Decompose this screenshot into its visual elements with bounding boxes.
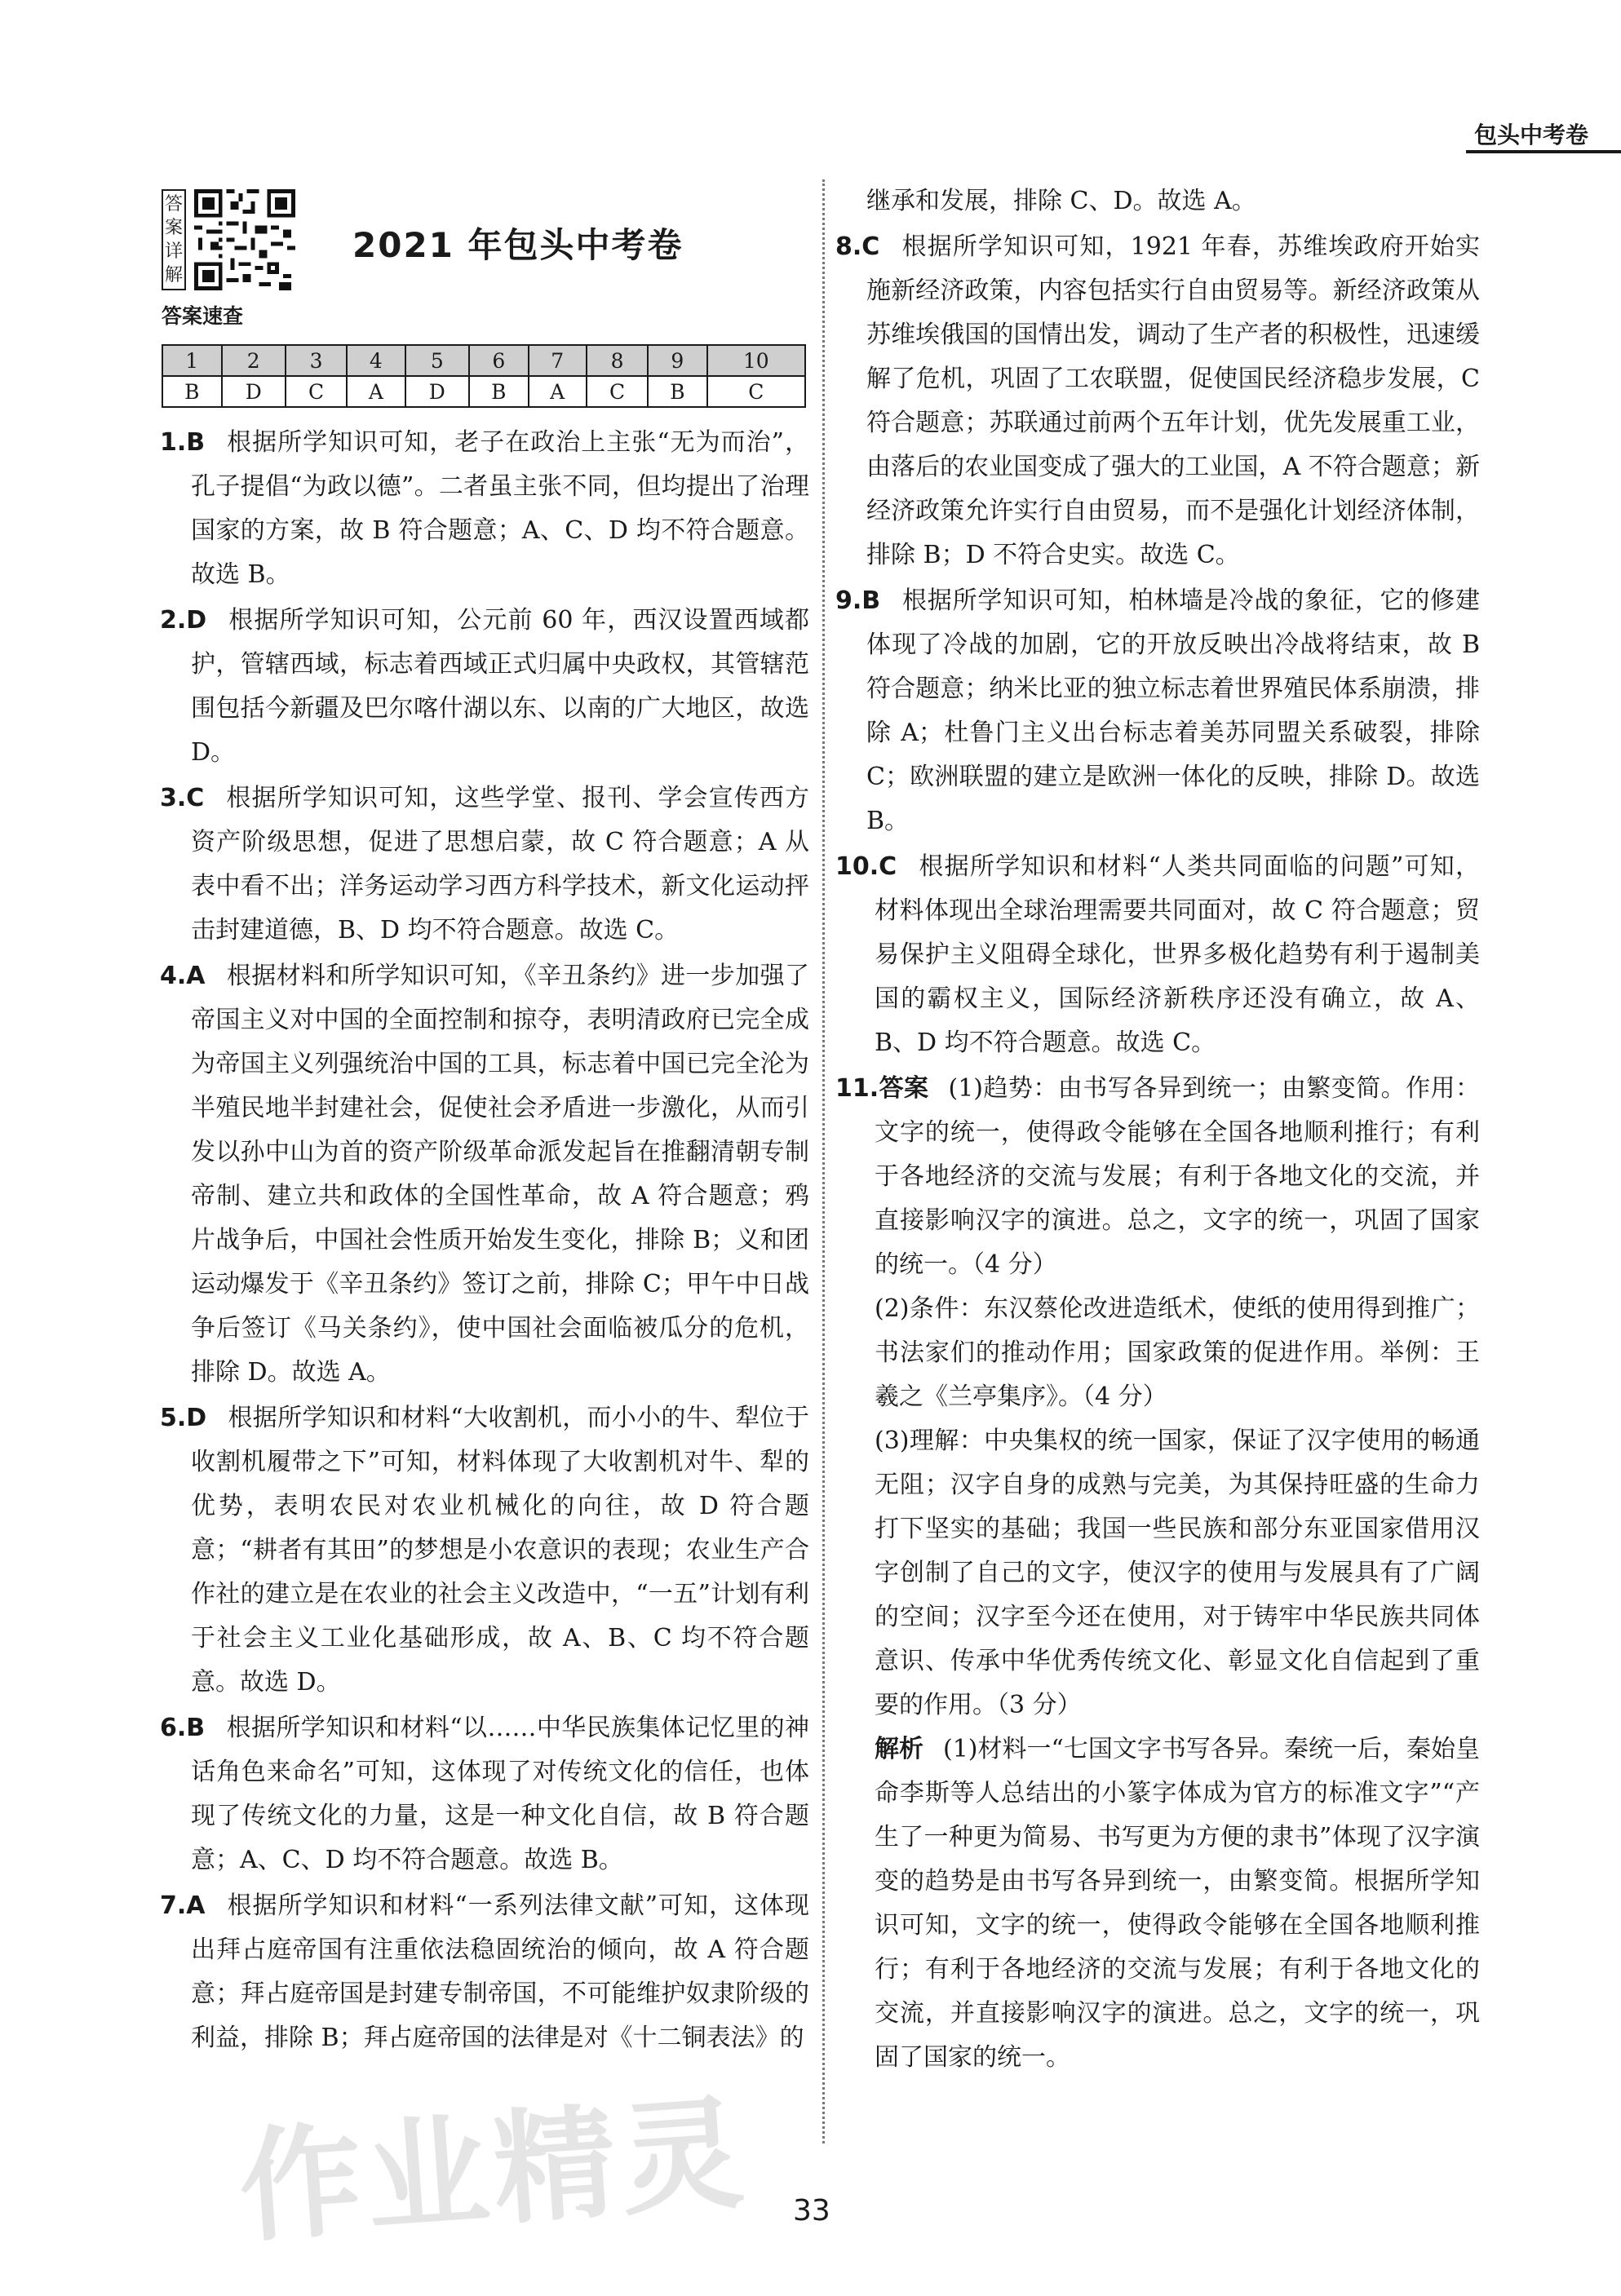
item-answer: C <box>186 784 205 812</box>
item-number: 1. <box>160 428 187 457</box>
answer-number-cell: 5 <box>405 345 469 376</box>
qr-side-char: 案 <box>164 218 183 238</box>
answer-number-cell: 9 <box>648 345 707 376</box>
page-number: 33 <box>793 2194 830 2227</box>
q11-part-3: (3)理解：中央集权的统一国家，保证了汉字使用的畅通无阻；汉字自身的成熟与完美，为其保持旺盛的生命力打下坚实的基础；我国一些民族和部分东亚国家借用汉字创制了自己的文字，使汉字的使用与发展具有了广阔的空间；汉字至今还在使用，对于铸牢中华民族共同体意识、传承中华优秀传统文化、彰显文化自信起到了重要的作用。（3 分） <box>875 1427 1480 1719</box>
answer-letter-cell: C <box>587 376 648 407</box>
item-number: 4. <box>160 962 187 990</box>
right-column <box>835 179 1480 2081</box>
item-text: 根据所学知识和材料“大收割机，而小小的牛、犁位于收割机履带之下”可知，材料体现了大收割机对牛、犁的优势，表明农民对农业机械化的向往，故 D 符合题意；“耕者有其田”的梦想是小农意识的表现；农业生产合作社的建立是在农业的社会主义改造中，“一五”计划有利于社会主义工业化基础形成，故 A、B、C 均不符合题意。故选 D。 <box>191 1404 809 1697</box>
answer-number-cell: 3 <box>286 345 347 376</box>
header-rule <box>1466 150 1621 153</box>
item-answer: B <box>186 1714 206 1742</box>
item-text: 根据所学知识可知，柏林墙是冷战的象征，它的修建体现了冷战的加剧，它的开放反映出冷战将结束，故 B 符合题意；纳米比亚的独立标志着世界殖民体系崩溃，排除 A；杜鲁门主义出台标志着美苏同盟关系破裂，排除 C；欧洲联盟的建立是欧洲一体化的反映，排除 D。故选 B。 <box>866 586 1480 835</box>
analysis-label: 解析 <box>875 1735 924 1763</box>
item-text: 根据所学知识和材料“以……中华民族集体记忆里的神话角色来命名”可知，这体现了对传统文化的信任，也体现了传统文化的力量，这是一种文化自信，故 B 符合题意；A、C、D 均不符合题意。故选 B。 <box>191 1714 809 1874</box>
explanation-item-2 <box>160 599 809 775</box>
item-7-continuation: 继承和发展，排除 C、D。故选 A。 <box>866 187 1256 215</box>
item-answer: D <box>186 606 207 635</box>
q11-part-1 <box>835 1067 1480 1287</box>
item-number: 9. <box>835 586 862 615</box>
watermark: 作业精灵 <box>234 2082 753 2260</box>
answer-number-cell: 10 <box>707 345 805 376</box>
answer-letter-cell: B <box>162 376 222 407</box>
answer-table <box>162 344 806 408</box>
column-divider <box>822 179 825 2143</box>
item-number: 3. <box>160 784 187 812</box>
qr-side-char: 详 <box>164 241 183 262</box>
q11-analysis <box>835 1728 1480 2080</box>
answer-letter-cell: B <box>469 376 529 407</box>
item-answer: A <box>186 962 206 990</box>
page-title: 2021 年包头中考卷 <box>352 225 684 265</box>
qr-code[interactable] <box>193 189 297 290</box>
answer-number-cell: 4 <box>347 345 405 376</box>
item-text: 根据所学知识和材料“人类共同面临的问题”可知，材料体现出全球治理需要共同面对，故 C 符合题意；贸易保护主义阻碍全球化，世界多极化趋势有利于遏制美国的霸权主义，国际经济新秩序还没有确立，故 A、B、D 均不符合题意。故选 C。 <box>875 852 1480 1057</box>
qr-side-label <box>162 189 186 290</box>
item-number: 7. <box>160 1891 187 1920</box>
item-number: 2. <box>160 606 187 635</box>
item-number: 8. <box>835 232 862 261</box>
answer-letter-cell: A <box>529 376 587 407</box>
item-text: 根据所学知识可知，老子在政治上主张“无为而治”，孔子提倡“为政以德”。二者虽主张不同，但均提出了治理国家的方案，故 B 符合题意；A、C、D 均不符合题意。故选 B。 <box>191 428 809 589</box>
item-number: 10. <box>835 852 879 881</box>
q11-part-2: (2)条件：东汉蔡伦改进造纸术，使纸的使用得到推广；书法家们的推动作用；国家政策的促进作用。举例：王羲之《兰亭集序》。（4 分） <box>875 1294 1480 1411</box>
item-text: 根据所学知识和材料“一系列法律文献”可知，这体现出拜占庭帝国有注重依法稳固统治的倾向，故 A 符合题意；拜占庭帝国是封建专制帝国，不可能维护奴隶阶级的利益，排除 B；拜占庭帝国的法律是对《十二铜表法》的 <box>191 1891 809 2052</box>
left-column <box>160 421 809 2062</box>
answer-number-cell: 7 <box>529 345 587 376</box>
item-answer: D <box>186 1404 207 1432</box>
answer-letter-cell: A <box>347 376 405 407</box>
explanation-item-7 <box>160 1884 809 2060</box>
item-answer: C <box>861 232 880 261</box>
item-answer: B <box>861 586 881 615</box>
explanation-item-4 <box>160 954 809 1395</box>
item-number: 11. <box>835 1074 879 1103</box>
explanation-item-11 <box>835 1067 1480 2080</box>
item-number: 5. <box>160 1404 187 1432</box>
item-answer: A <box>186 1891 206 1920</box>
item-text: 根据材料和所学知识可知，《辛丑条约》进一步加强了帝国主义对中国的全面控制和掠夺，表明清政府已完全成为帝国主义列强统治中国的工具，标志着中国已完全沦为半殖民地半封建社会，促使社会矛盾进一步激化，从而引发以孙中山为首的资产阶级革命派发起旨在推翻清朝专制帝制、建立共和政体的全国性革命，故 A 符合题意；鸦片战争后，中国社会性质开始发生变化，排除 B；义和团运动爆发于《辛丑条约》签订之前，排除 C；甲午中日战争后签订《马关条约》，使中国社会面临被瓜分的危机，排除 D。故选 A。 <box>191 962 809 1387</box>
explanation-item-9 <box>835 579 1480 843</box>
header-tag: 包头中考卷 <box>1474 122 1589 148</box>
analysis-text: (1)材料一“七国文字书写各异。秦统一后，秦始皇命李斯等人总结出的小篆字体成为官方的标准文字”“产生了一种更为简易、书写更为方便的隶书”体现了汉字演变的趋势是由书写各异到统一，由繁变简。根据所学知识可知，文字的统一，使得政令能够在全国各地顺利推行；有利于各地经济的交流与发展；有利于各地文化的交流，并直接影响汉字的演进。总之，文字的统一，巩固了国家的统一。 <box>875 1735 1480 2072</box>
qr-side-char: 解 <box>164 265 183 285</box>
item-text: 根据所学知识可知，这些学堂、报刊、学会宣传西方资产阶级思想，促进了思想启蒙，故 C 符合题意；A 从表中看不出；洋务运动学习西方科学技术，新文化运动抨击封建道德，B、D 均不符合题意。故选 C。 <box>191 784 809 945</box>
answer-label: 答案 <box>879 1074 929 1103</box>
explanation-item-6 <box>160 1706 809 1882</box>
answer-letter-cell: B <box>648 376 707 407</box>
answer-number-cell: 6 <box>469 345 529 376</box>
answer-letter-cell: D <box>405 376 469 407</box>
answer-number-cell: 1 <box>162 345 222 376</box>
answer-table-numbers-row <box>162 345 805 376</box>
explanation-item-10 <box>835 845 1480 1065</box>
explanation-item-5 <box>160 1396 809 1705</box>
item-number: 6. <box>160 1714 187 1742</box>
item-text: 根据所学知识可知，公元前 60 年，西汉设置西域都护，管辖西域，标志着西域正式归属中央政权，其管辖范围包括今新疆及巴尔喀什湖以东、以南的广大地区，故选 D。 <box>191 606 809 767</box>
item-text: 根据所学知识可知，1921 年春，苏维埃政府开始实施新经济政策，内容包括实行自由贸易等。新经济政策从苏维埃俄国的国情出发，调动了生产者的积极性，迅速缓解了危机，巩固了工农联盟，促使国民经济稳步发展，C 符合题意；苏联通过前两个五年计划，优先发展重工业，由落后的农业国变成了强大的工业国，A 不符合题意；新经济政策允许实行自由贸易，而不是强化计划经济体制，排除 B；D 不符合史实。故选 C。 <box>866 232 1480 569</box>
answer-table-answers-row <box>162 376 805 407</box>
answer-number-cell: 2 <box>222 345 286 376</box>
item-answer: B <box>186 428 206 457</box>
answer-table-label: 答案速查 <box>162 304 244 328</box>
explanation-item-3 <box>160 776 809 953</box>
q11-part-text: (1)趋势：由书写各异到统一；由繁变简。作用：文字的统一，使得政令能够在全国各地顺利推行；有利于各地经济的交流与发展；有利于各地文化的交流，并直接影响汉字的演进。总之，文字的统一，巩固了国家的统一。（4 分） <box>875 1074 1481 1279</box>
answer-letter-cell: D <box>222 376 286 407</box>
explanation-item-8 <box>835 225 1480 577</box>
answer-letter-cell: C <box>286 376 347 407</box>
qr-side-char: 答 <box>164 194 183 215</box>
explanation-item-1 <box>160 421 809 597</box>
item-answer: C <box>879 852 897 881</box>
answer-letter-cell: C <box>707 376 805 407</box>
answer-number-cell: 8 <box>587 345 648 376</box>
